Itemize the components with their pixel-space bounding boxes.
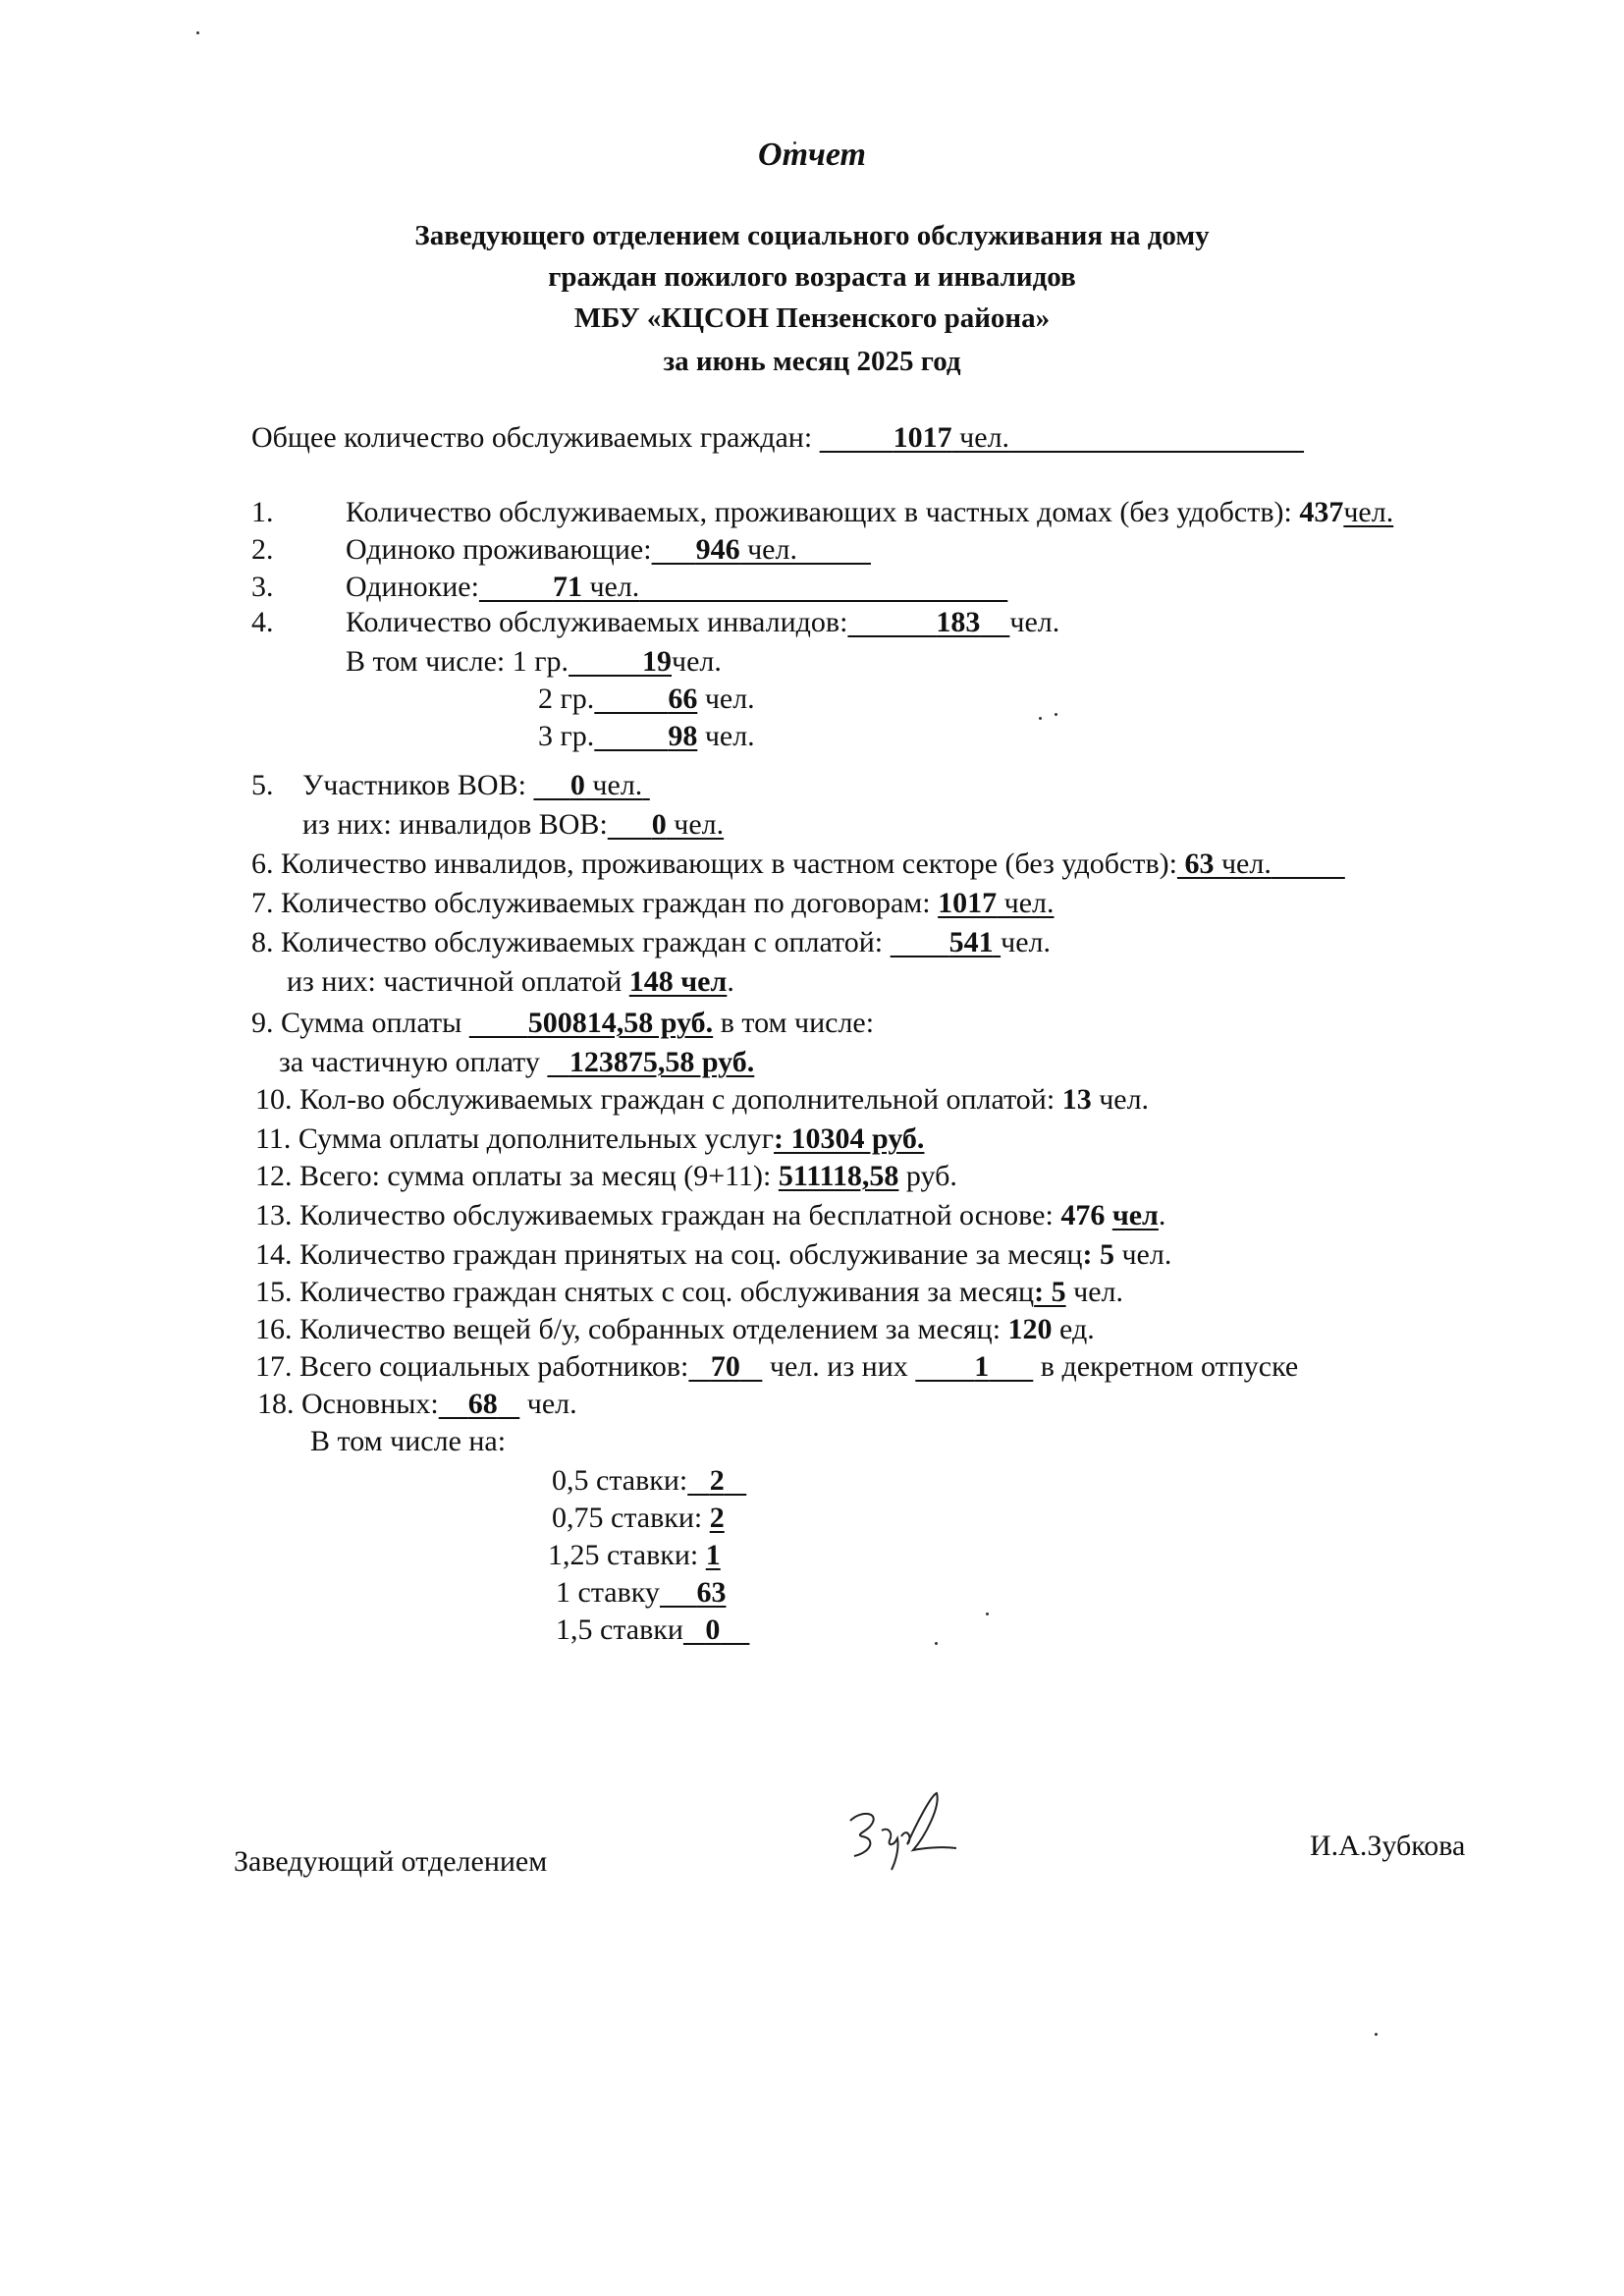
item-unit: чел. bbox=[666, 808, 725, 841]
item-unit: чел. bbox=[997, 887, 1055, 919]
signature bbox=[842, 1787, 960, 1876]
rate-value: 63 bbox=[696, 1576, 727, 1609]
item-18-sub bbox=[310, 1424, 506, 1459]
item-value: 500814,58 руб. bbox=[527, 1007, 714, 1039]
item-18 bbox=[257, 1387, 577, 1422]
item-text: 10. Кол-во обслуживаемых граждан с дополнительной оплатой: bbox=[255, 1083, 1062, 1116]
item-tail: . bbox=[1158, 1199, 1166, 1231]
group-fill bbox=[594, 720, 697, 752]
item-4 bbox=[251, 605, 1059, 640]
group-text: В том числе: 1 гр. bbox=[346, 645, 569, 678]
item-value: 123875,58 руб. bbox=[568, 1046, 755, 1078]
item-unit: чел. bbox=[1214, 847, 1272, 880]
item-text: Количество обслуживаемых, проживающих в частных домах (без удобств): bbox=[346, 496, 1300, 528]
rate-label: 0,75 ставки: bbox=[552, 1502, 710, 1534]
heading-line-2: граждан пожилого возраста и инвалидов bbox=[548, 261, 1076, 293]
group-value: 19 bbox=[642, 645, 673, 678]
group-text: 3 гр. bbox=[538, 720, 595, 752]
group-unit: чел. bbox=[697, 683, 755, 715]
item-9-sub bbox=[279, 1045, 754, 1080]
item-value: 148 чел bbox=[628, 965, 728, 998]
item-15 bbox=[255, 1275, 1123, 1310]
item-value: 0 bbox=[651, 808, 667, 841]
item-text: В том числе на: bbox=[310, 1425, 507, 1457]
item-6 bbox=[251, 847, 1345, 882]
item-unit: ед. bbox=[1052, 1313, 1095, 1345]
item-11 bbox=[255, 1121, 924, 1157]
item-8 bbox=[251, 925, 1051, 960]
scan-speck bbox=[196, 31, 199, 34]
item-text: Количество обслуживаемых инвалидов: bbox=[346, 606, 848, 638]
item-16 bbox=[255, 1312, 1095, 1347]
item-fill bbox=[688, 1350, 762, 1383]
item-unit: чел. bbox=[1113, 1238, 1172, 1271]
item-9 bbox=[251, 1006, 874, 1041]
item-fill bbox=[479, 571, 1007, 603]
item-fill bbox=[439, 1388, 520, 1420]
item-4-group-2 bbox=[538, 682, 755, 717]
item-fill-2 bbox=[915, 1350, 1033, 1383]
item-text: из них: инвалидов ВОВ: bbox=[302, 808, 608, 841]
rate-label: 1,5 ставки bbox=[556, 1613, 683, 1646]
item-7 bbox=[251, 886, 1055, 921]
item-unit: чел. bbox=[1001, 926, 1051, 958]
heading-line-4: за июнь месяц 2025 год bbox=[663, 346, 961, 377]
group-value: 66 bbox=[668, 683, 698, 715]
item-text: 18. Основных: bbox=[257, 1388, 439, 1420]
item-text: 16. Количество вещей б/у, собранных отделением за месяц: bbox=[255, 1313, 1008, 1345]
item-unit: чел bbox=[1111, 1199, 1159, 1231]
footer-position: Заведующий отделением bbox=[234, 1845, 548, 1878]
item-value: : 5 bbox=[1082, 1238, 1114, 1271]
item-value: 476 bbox=[1060, 1199, 1106, 1231]
item-value: : 10304 руб. bbox=[774, 1122, 925, 1155]
rate-value: 1 bbox=[705, 1539, 721, 1571]
footer-name: И.А.Зубкова bbox=[1310, 1830, 1466, 1862]
item-1 bbox=[251, 495, 1393, 530]
rate-value: 2 bbox=[709, 1502, 725, 1534]
item-text: 7. Количество обслуживаемых граждан по договорам: bbox=[251, 887, 939, 919]
item-fill bbox=[547, 1046, 754, 1078]
item-2 bbox=[251, 532, 871, 568]
item-text: 12. Всего: сумма оплаты за месяц (9+11): bbox=[255, 1160, 779, 1192]
group-unit: чел. bbox=[697, 720, 755, 752]
item-14 bbox=[255, 1237, 1171, 1273]
item-text: за частичную оплату bbox=[279, 1046, 548, 1078]
item-text: 11. Сумма оплаты дополнительных услуг bbox=[255, 1122, 775, 1155]
item-unit: чел. bbox=[1091, 1083, 1150, 1116]
item-text: 9. Сумма оплаты bbox=[251, 1007, 469, 1039]
rate-1-5 bbox=[556, 1613, 749, 1648]
item-unit: в том числе: bbox=[713, 1007, 875, 1039]
item-number: 1. bbox=[251, 496, 274, 528]
item-text: из них: частичной оплатой bbox=[287, 965, 629, 998]
item-unit: чел. bbox=[739, 533, 797, 566]
item-unit: чел. bbox=[581, 571, 640, 603]
item-13 bbox=[255, 1198, 1165, 1233]
item-text: Одинокие: bbox=[346, 571, 479, 603]
item-value: 183 bbox=[936, 606, 981, 638]
rate-label: 0,5 ставки: bbox=[552, 1464, 688, 1497]
item-4-group-3 bbox=[538, 719, 755, 754]
item-fill bbox=[608, 808, 724, 841]
item-fill bbox=[652, 533, 871, 566]
item-number: 2. bbox=[251, 533, 274, 566]
item-text: Участников ВОВ: bbox=[302, 769, 534, 801]
item-unit: в декретном отпуске bbox=[1033, 1350, 1299, 1383]
item-8-sub bbox=[287, 964, 734, 1000]
item-text: 8. Количество обслуживаемых граждан с оплатой: bbox=[251, 926, 891, 958]
item-text: 6. Количество инвалидов, проживающих в частном секторе (без удобств): bbox=[251, 847, 1177, 880]
item-unit: чел. bbox=[584, 769, 643, 801]
title-text: Отчет bbox=[758, 137, 866, 173]
rate-label: 1 ставку bbox=[556, 1576, 660, 1609]
rate-value: 2 bbox=[709, 1464, 725, 1497]
item-text: 17. Всего социальных работников: bbox=[255, 1350, 689, 1383]
report-title bbox=[0, 137, 1624, 173]
item-value: 13 bbox=[1061, 1083, 1092, 1116]
group-value: 98 bbox=[668, 720, 698, 752]
total-value: 1017 bbox=[893, 421, 952, 454]
heading-line-1: Заведующего отделением социального обслуживания на дому bbox=[414, 220, 1210, 251]
item-value: 68 bbox=[467, 1388, 498, 1420]
total-fill bbox=[820, 421, 1304, 454]
scan-speck bbox=[1055, 713, 1057, 716]
item-value-2: 1 bbox=[974, 1350, 990, 1383]
item-3 bbox=[251, 570, 1007, 605]
item-number: 5. bbox=[251, 769, 274, 801]
scan-speck bbox=[1039, 717, 1042, 720]
item-value: 70 bbox=[710, 1350, 740, 1383]
item-value: 541 bbox=[948, 926, 994, 958]
group-fill bbox=[594, 683, 697, 715]
item-text: 13. Количество обслуживаемых граждан на бесплатной основе: bbox=[255, 1199, 1061, 1231]
item-mid: чел. из них bbox=[762, 1350, 916, 1383]
item-12 bbox=[255, 1159, 957, 1194]
group-unit: чел. bbox=[672, 645, 722, 678]
item-fill bbox=[1177, 847, 1345, 880]
scan-speck bbox=[935, 1642, 938, 1645]
heading-line-3: МБУ «КЦСОН Пензенского района» bbox=[573, 302, 1051, 334]
rate-fill bbox=[683, 1613, 750, 1646]
item-value: : 5 bbox=[1034, 1276, 1066, 1308]
item-unit: чел. bbox=[1009, 606, 1060, 638]
item-value: 120 bbox=[1007, 1313, 1053, 1345]
item-10 bbox=[255, 1082, 1149, 1118]
group-text: 2 гр. bbox=[538, 683, 595, 715]
total-unit: чел. bbox=[951, 421, 1010, 454]
item-fill bbox=[533, 769, 649, 801]
item-text: 14. Количество граждан принятых на соц. обслуживание за месяц bbox=[255, 1238, 1083, 1271]
item-value: 1017 bbox=[938, 887, 998, 919]
rate-fill bbox=[687, 1464, 746, 1497]
total-label: Общее количество обслуживаемых граждан: bbox=[251, 421, 820, 454]
item-fill bbox=[891, 926, 1001, 958]
item-unit: чел. bbox=[1343, 496, 1394, 528]
item-value: 946 bbox=[695, 533, 740, 566]
group-fill bbox=[568, 645, 672, 678]
item-value: 63 bbox=[1176, 847, 1215, 880]
item-text: Одиноко проживающие: bbox=[346, 533, 652, 566]
item-fill bbox=[469, 1007, 713, 1039]
item-17 bbox=[255, 1349, 1298, 1385]
item-value: 511118,58 bbox=[778, 1160, 899, 1192]
rate-0-5 bbox=[552, 1463, 746, 1499]
item-unit: чел. bbox=[519, 1388, 577, 1420]
item-text: 15. Количество граждан снятых с соц. обслуживания за месяц bbox=[255, 1276, 1035, 1308]
scan-speck bbox=[986, 1613, 989, 1615]
total-line bbox=[251, 420, 1304, 456]
scan-speck bbox=[1375, 2033, 1378, 2036]
item-5-sub bbox=[302, 807, 724, 843]
item-fill bbox=[847, 606, 1009, 638]
item-unit: . bbox=[727, 965, 734, 998]
item-5 bbox=[251, 768, 650, 803]
item-unit: чел. bbox=[1065, 1276, 1123, 1308]
item-unit: руб. bbox=[898, 1160, 957, 1192]
rate-fill bbox=[660, 1576, 727, 1609]
item-number: 3. bbox=[251, 571, 274, 603]
rate-1-25 bbox=[548, 1538, 721, 1573]
item-4-group-1 bbox=[346, 644, 722, 680]
item-value: 71 bbox=[552, 571, 582, 603]
rate-1 bbox=[556, 1575, 726, 1611]
rate-0-75 bbox=[552, 1501, 725, 1536]
rate-value: 0 bbox=[705, 1613, 721, 1646]
item-value: 0 bbox=[569, 769, 585, 801]
rate-label: 1,25 ставки: bbox=[548, 1539, 706, 1571]
item-number: 4. bbox=[251, 606, 274, 638]
item-value: 437 bbox=[1299, 496, 1344, 528]
